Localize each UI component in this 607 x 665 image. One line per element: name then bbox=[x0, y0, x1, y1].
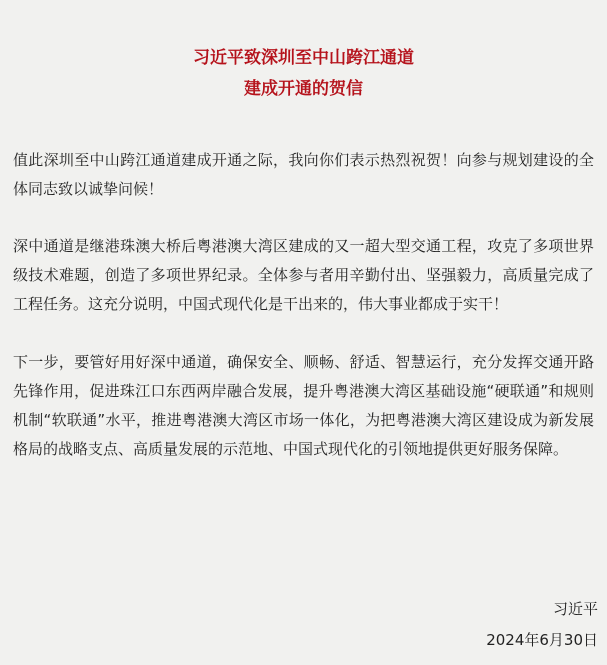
letter-paragraph-1: 值此深圳至中山跨江通道建成开通之际，我向你们表示热烈祝贺！向参与规划建设的全体同志致以诚挚问候！ bbox=[13, 151, 594, 198]
letter-title-line-1: 习近平致深圳至中山跨江通道 bbox=[193, 48, 414, 68]
letter-paragraph-2: 深中通道是继港珠澳大桥后粤港澳大湾区建成的又一超大型交通工程，攻克了多项世界级技术难题，创造了多项世界纪录。全体参与者用辛勤付出、坚强毅力，高质量完成了工程任务。这充分说明，中国式现代化是干出来的，伟大事业都成于实干！ bbox=[13, 237, 594, 313]
letter-paragraph-3: 下一步，要管好用好深中通道，确保安全、顺畅、舒适、智慧运行，充分发挥交通开路先锋作用，促进珠江口东西两岸融合发展，提升粤港澳大湾区基础设施“硬联通”和规则机制“软联通”水平，推进粤港澳大湾区市场一体化，为把粤港澳大湾区建设成为新发展格局的战略支点、高质量发展的示范地、中国式现代化的引领地提供更好服务保障。 bbox=[13, 353, 594, 458]
signature-name: 习近平 bbox=[552, 600, 598, 618]
signature-date: 2024年6月30日 bbox=[486, 631, 598, 649]
letter-title-line-2: 建成开通的贺信 bbox=[244, 79, 363, 99]
